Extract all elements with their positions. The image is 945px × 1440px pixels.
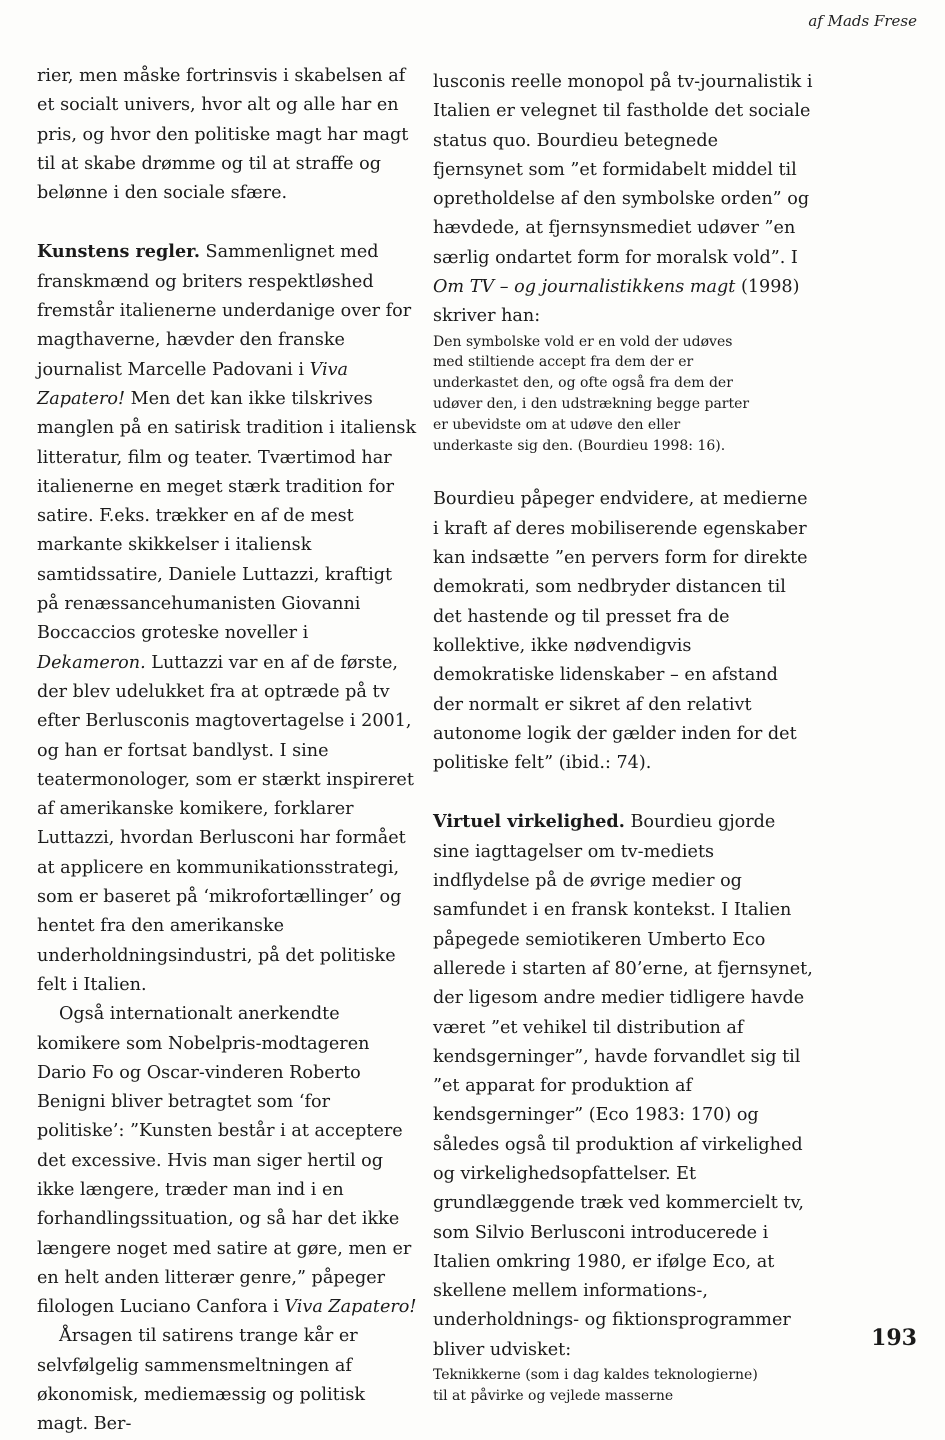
paragraph-intro: rier, men måske fortrinsvis i skabelsen af et socialt univers, hvor alt og alle har en pris, og hvor den politiske magt har magt til at skabe drømme og til at straffe og belønne i den sociale sfære.	[37, 66, 409, 204]
section-heading-kunstens-regler: Kunstens regler.	[37, 241, 200, 263]
paragraph-text: lusconis reelle monopol på tv-journalistik i Italien er velegnet til fastholde det sociale status quo. Bourdieu betegnede fjernsynet som ”et formidabelt middel til opretholdelse af den symbolske orden” og hævdede, at fjernsynsmediet udøver ”en særlig ondartet form for moralsk vold”. I	[433, 72, 813, 268]
paragraph-text: Også internationalt anerkendte komikere som Nobelpris-modtageren Dario Fo og Oscar-vinderen Roberto Benigni bliver betragtet som ‘for politiske’: ”Kunsten består i at acceptere det excessive. Hvis man siger hertil og ikke længere, træder man ind i en forhandlingssituation, og så har det ikke længere noget med satire at gøre, men er en helt anden litterær genre,” påpeger filologen Luciano Canfora i	[37, 1004, 412, 1318]
right-column	[433, 68, 813, 1407]
block-quote-eco: Teknikkerne (som i dag kaldes teknologierne) til at påvirke og vejlede masserne	[433, 1367, 758, 1404]
paragraph-kunstens-regler	[37, 237, 417, 1000]
block-quote-bourdieu: Den symbolske vold er en vold der udøves med stiltiende accept fra dem der er underkastet den, og ofte også fra dem der udøver den, i den udstrækning begge parter er ubevidste om at udøve den eller underkaste sig den. (Bourdieu 1998: 16).	[433, 333, 750, 454]
paragraph-text: Bourdieu gjorde sine iagttagelser om tv-mediets indflydelse på de øvrige medier og samfundet i en fransk kontekst. I Italien påpegede semiotikeren Umberto Eco allerede i starten af 80’erne, at fjernsynet, der ligesom andre medier tidligere havde været ”et vehikel til distribution af kendsgerninger”, havde forvandlet sig til ”et apparat for produktion af kendsgerninger” (Eco 1983: 170) og således også til produktion af virkelighed og virkelighedsopfattelser. Et grundlæggende træk ved kommercielt tv, som Silvio Berlusconi introducerede i Italien omkring 1980, er ifølge Eco, at skellene mellem informations-, underholdnings- og fiktionsprogrammer bliver udvisket:	[433, 812, 813, 1360]
book-title: Viva Zapatero!	[284, 1297, 417, 1318]
paragraph-komikere	[37, 1000, 417, 1322]
paragraph-text: (1998) skriver han:	[433, 277, 800, 327]
left-column	[37, 62, 417, 1440]
section-heading-virtuel-virkelighed: Virtuel virkelighed.	[433, 811, 625, 833]
book-title: Viva Zapatero!	[37, 359, 349, 409]
paragraph-virtuel-virkelighed	[433, 807, 813, 1365]
paragraph-text: Men det kan ikke tilskrives manglen på en satirisk tradition i italiensk litteratur, film og teater. Tværtimod har italienerne en meget stærk tradition for satire. F.eks. trækker en af de mest markante skikkelser i italiensk samtidssatire, Daniele Luttazzi, kraftigt på renæssancehumanisten Giovanni Boccaccios groteske noveller i	[37, 388, 417, 644]
paragraph-bourdieu-medierne: Bourdieu påpeger endvidere, at medierne i kraft af deres mobiliserende egenskaber kan indsætte ”en pervers form for direkte demokrati, som nedbryder distancen til det hastende og til presset fra de kollektive, ikke nødvendigvis demokratiske lidenskaber – en afstand der normalt er sikret af den relativt autonome logik der gælder inden for det politiske felt” (ibid.: 74).	[433, 489, 808, 774]
paragraph-text: Sammenlignet med franskmænd og briters respektløshed fremstår italienerne underdanige over for magthaverne, hævder den franske journalist Marcelle Padovani i	[37, 242, 412, 380]
paragraph-text: Luttazzi var en af de første, der blev udelukket fra at optræde på tv efter Berlusconis magtovertagelse i 2001, og han er fortsat bandlyst. I sine teatermonologer, som er stærkt inspireret af amerikanske komikere, forklarer Luttazzi, hvordan Berlusconi har formået at applicere en kommunikationsstrategi, som er baseret på ‘mikrofortællinger’ og hentet fra den amerikanske underholdningsindustri, på det politiske felt i Italien.	[37, 652, 414, 995]
book-title: Om TV – og journalistikkens magt	[433, 277, 736, 298]
paragraph-berlusconi-monopol	[433, 68, 813, 332]
book-title: Dekameron.	[37, 652, 146, 673]
running-header-author: af Mads Frese	[808, 12, 917, 30]
page-number: 193	[871, 1325, 917, 1351]
paragraph-aarsagen: Årsagen til satirens trange kår er selvfølgelig sammensmeltningen af økonomisk, mediemæssig og politisk magt. Ber-	[37, 1326, 366, 1435]
